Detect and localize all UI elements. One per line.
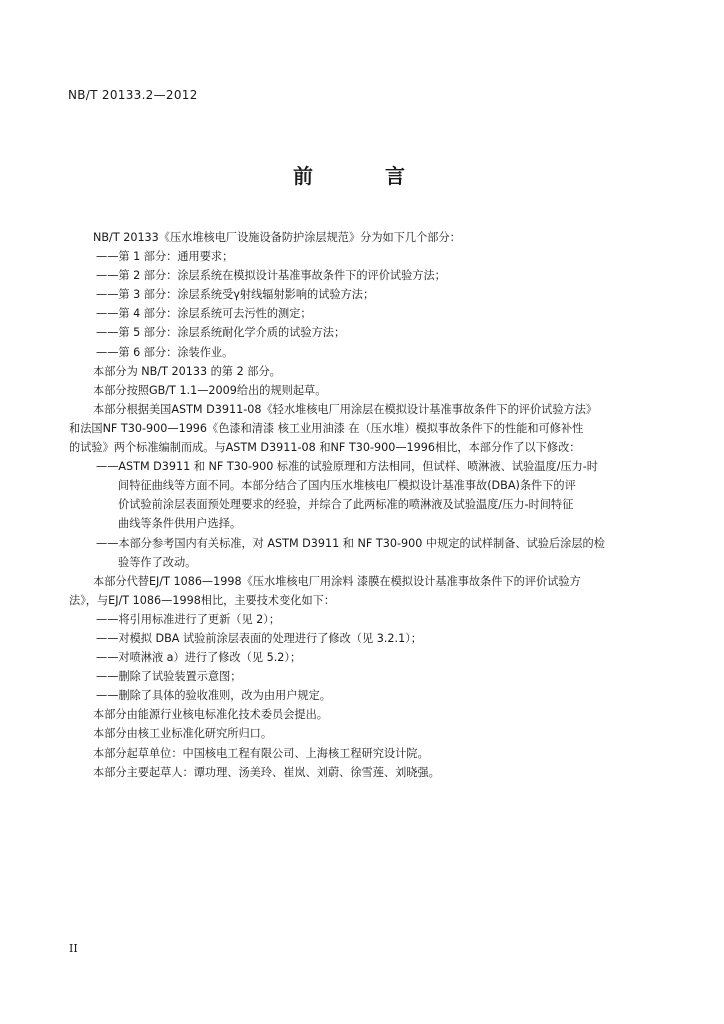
modification-list-item: 曲线等条件供用户选择。 — [118, 517, 242, 531]
paragraph-line: 本部分由核工业标准化研究所归口。 — [93, 727, 273, 741]
document-code: NB/T 20133.2—2012 — [68, 88, 198, 102]
modification-list-item: 验等作了改动。 — [118, 555, 197, 569]
page-number: II — [69, 942, 78, 955]
part-list-item: ——第 5 部分：涂层系统耐化学介质的试验方法； — [96, 326, 346, 340]
page-title: 前 言 — [293, 164, 431, 188]
paragraph-line: 本部分主要起草人：谭功理、汤美玲、崔岚、刘蔚、徐雪莲、刘晓强。 — [93, 765, 440, 779]
change-list-item: ——将引用标准进行了更新（见 2）； — [96, 612, 281, 626]
modification-list-item: ——本部分参考国内有关标准，对 ASTM D3911 和 NF T30-900 中规定的试样制备、试验后涂层的检 — [96, 536, 605, 550]
change-list-item: ——对模拟 DBA 试验前涂层表面的处理进行了修改（见 3.2.1）； — [96, 631, 422, 645]
part-list-item: ——第 1 部分：通用要求； — [96, 250, 234, 264]
paragraph-line: 本部分起草单位：中国核电工程有限公司、上海核工程研究设计院。 — [93, 746, 429, 760]
paragraph-line: 法》，与EJ/T 1086—1998相比，主要技术变化如下： — [69, 593, 336, 607]
part-list-item: ——第 4 部分：涂层系统可去污性的测定； — [96, 307, 312, 321]
paragraph-line: 本部分由能源行业核电标准化技术委员会提出。 — [93, 708, 328, 722]
change-list-item: ——删除了试验装置示意图； — [96, 670, 242, 684]
part-list-item: ——第 3 部分：涂层系统受γ射线辐射影响的试验方法； — [96, 288, 375, 302]
paragraph-line: 本部分代替EJ/T 1086—1998《压水堆核电厂用涂料 漆膜在模拟设计基准事故条件下的评价试验方 — [93, 574, 581, 588]
modification-list-item: ——ASTM D3911 和 NF T30-900 标准的试验原理和方法相同，但试样、喷淋液、试验温度/压力-时 — [96, 460, 598, 474]
paragraph-line: 本部分按照GB/T 1.1—2009给出的规则起草。 — [93, 383, 327, 397]
paragraph-line: 和法国NF T30-900—1996《色漆和清漆 核工业用油漆 在（压水堆）模拟事故条件下的性能和可修补性 — [69, 421, 584, 435]
modification-list-item: 间特征曲线等方面不同。本部分结合了国内压水堆核电厂模拟设计基准事故(DBA)条件下的评 — [118, 479, 576, 493]
change-list-item: ——删除了具体的验收准则，改为由用户规定。 — [96, 689, 331, 703]
modification-list-item: 价试验前涂层表面预处理要求的经验，并综合了此两标准的喷淋液及试验温度/压力-时间特征 — [118, 498, 574, 512]
part-list-item: ——第 6 部分：涂装作业。 — [96, 345, 234, 359]
paragraph-line: 本部分为 NB/T 20133 的第 2 部分。 — [93, 364, 281, 378]
change-list-item: ——对喷淋液 a）进行了修改（见 5.2）； — [96, 651, 302, 665]
paragraph-line: 本部分根据美国ASTM D3911-08《轻水堆核电厂用涂层在模拟设计基准事故条件下的评价试验方法》 — [93, 402, 598, 416]
body-text — [69, 228, 657, 782]
part-list-item: ——第 2 部分：涂层系统在模拟设计基准事故条件下的评价试验方法； — [96, 269, 446, 283]
intro-line: NB/T 20133《压水堆核电厂设施设备防护涂层规范》分为如下几个部分： — [93, 231, 461, 244]
paragraph-line: 的试验》两个标准编制而成。与ASTM D3911-08 和NF T30-900—1996相比，本部分作了以下修改： — [69, 441, 581, 455]
